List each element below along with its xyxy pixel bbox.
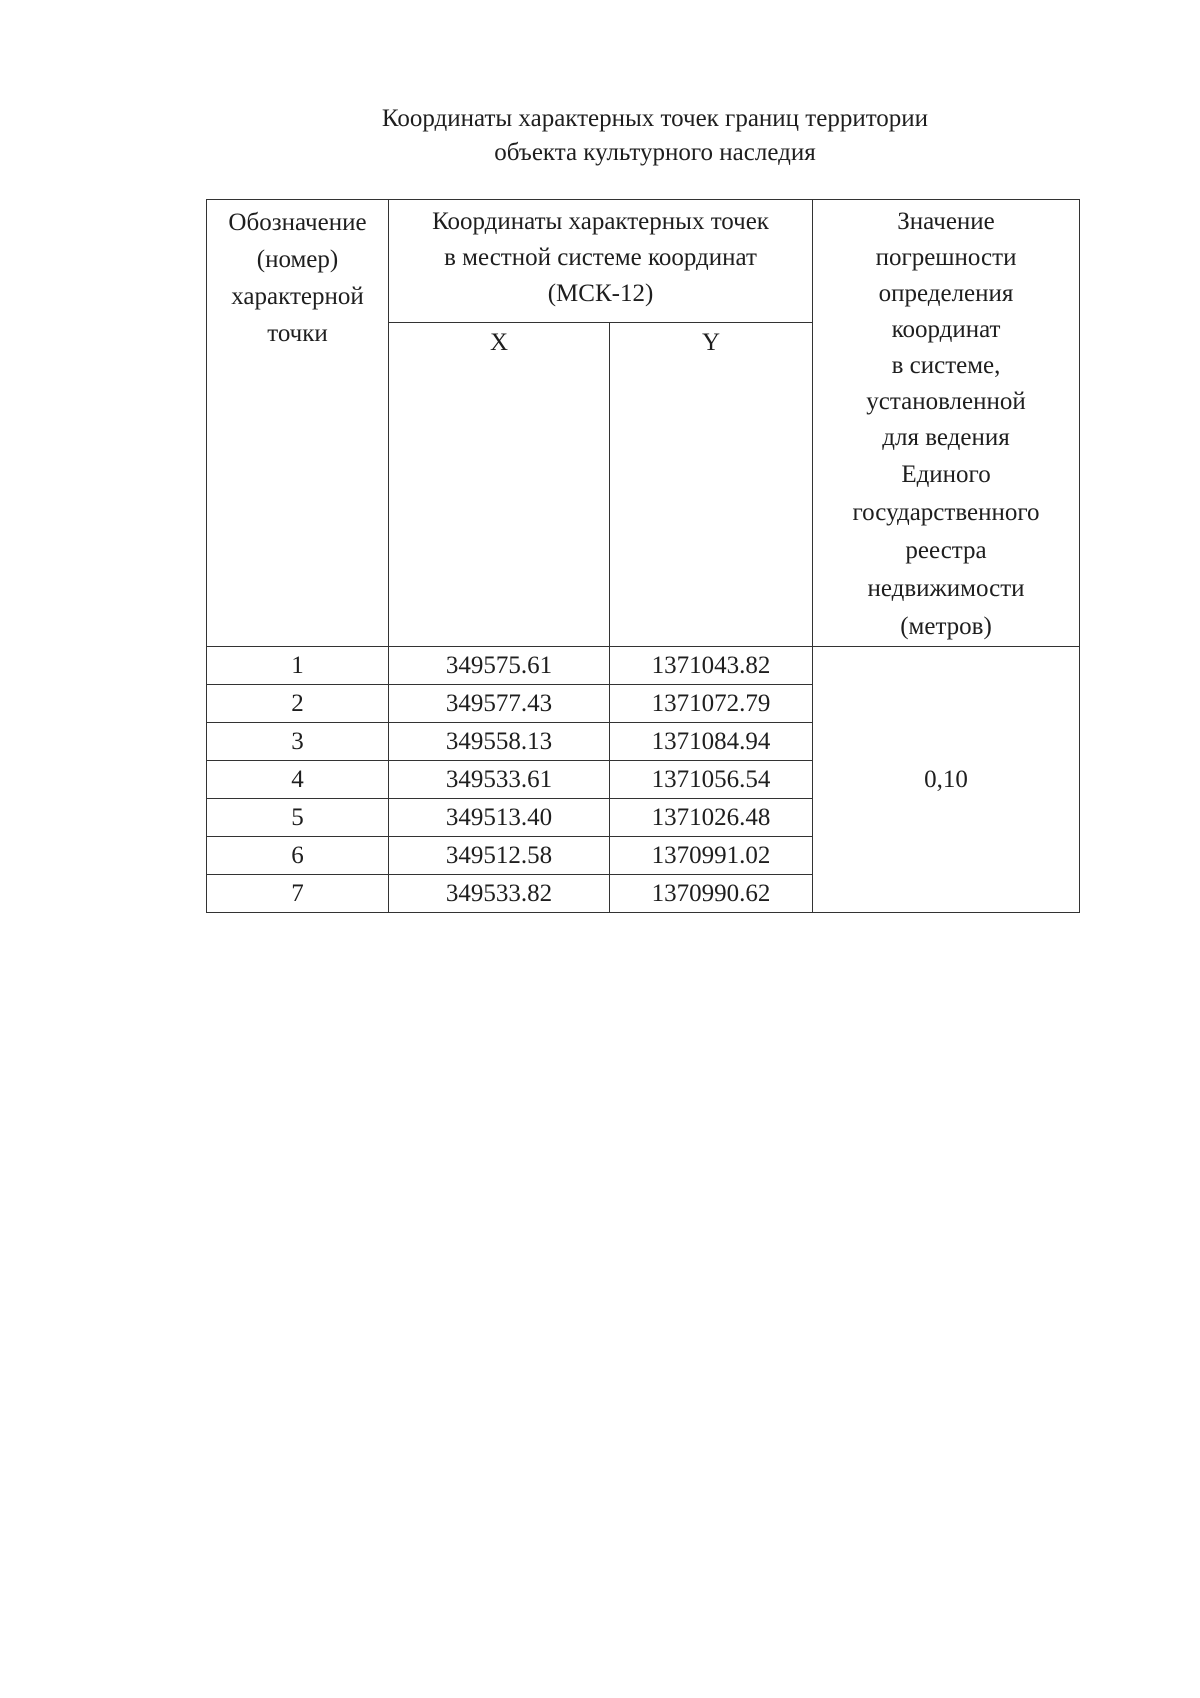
table-row [207, 647, 1080, 685]
header-coordinates [389, 200, 813, 323]
header-error-line: погрешности [875, 244, 1017, 271]
header-coordinates-line: в местной системе координат [444, 244, 757, 271]
header-designation-line: точки [267, 320, 328, 347]
error-value-cell: 0,10 [813, 647, 1080, 913]
y-coordinate-cell: 1371072.79 [610, 685, 813, 723]
document-title-line-2: объекта культурного наследия [494, 139, 816, 166]
header-coordinates-line: Координаты характерных точек [432, 208, 769, 235]
y-coordinate-cell: 1370990.62 [610, 875, 813, 913]
x-coordinate-cell: 349577.43 [389, 685, 610, 723]
x-coordinate-cell: 349533.61 [389, 761, 610, 799]
header-x: X [389, 323, 610, 647]
header-error-line: для ведения [882, 424, 1010, 451]
header-error [813, 200, 1080, 647]
x-coordinate-cell: 349558.13 [389, 723, 610, 761]
header-error-line: реестра [905, 537, 987, 564]
x-coordinate-cell: 349575.61 [389, 647, 610, 685]
point-number-cell: 2 [207, 685, 389, 723]
header-error-line: координат [891, 316, 1001, 343]
y-coordinate-cell: 1371084.94 [610, 723, 813, 761]
y-coordinate-cell: 1370991.02 [610, 837, 813, 875]
header-error-line: (метров) [900, 613, 992, 640]
header-error-line: установленной [866, 388, 1026, 415]
y-coordinate-cell: 1371026.48 [610, 799, 813, 837]
point-number-cell: 1 [207, 647, 389, 685]
y-coordinate-cell: 1371043.82 [610, 647, 813, 685]
coordinates-table [206, 199, 1080, 913]
header-error-line: определения [878, 280, 1014, 307]
header-y: Y [610, 323, 813, 647]
header-coordinates-line: (МСК-12) [547, 280, 654, 307]
header-error-line: недвижимости [867, 575, 1025, 602]
x-coordinate-cell: 349512.58 [389, 837, 610, 875]
header-error-line: Значение [897, 208, 995, 235]
header-error-line: Единого [901, 461, 991, 488]
header-error-line: в системе, [891, 352, 1001, 379]
y-coordinate-cell: 1371056.54 [610, 761, 813, 799]
document-title-line-1: Координаты характерных точек границ территории [381, 105, 929, 132]
point-number-cell: 6 [207, 837, 389, 875]
header-error-line: государственного [852, 499, 1040, 526]
point-number-cell: 3 [207, 723, 389, 761]
header-designation-line: характерной [231, 283, 364, 310]
x-coordinate-cell: 349533.82 [389, 875, 610, 913]
header-designation-line: Обозначение [228, 209, 367, 236]
point-number-cell: 7 [207, 875, 389, 913]
point-number-cell: 5 [207, 799, 389, 837]
header-designation-line: (номер) [256, 246, 339, 273]
x-coordinate-cell: 349513.40 [389, 799, 610, 837]
point-number-cell: 4 [207, 761, 389, 799]
header-designation [207, 200, 389, 647]
